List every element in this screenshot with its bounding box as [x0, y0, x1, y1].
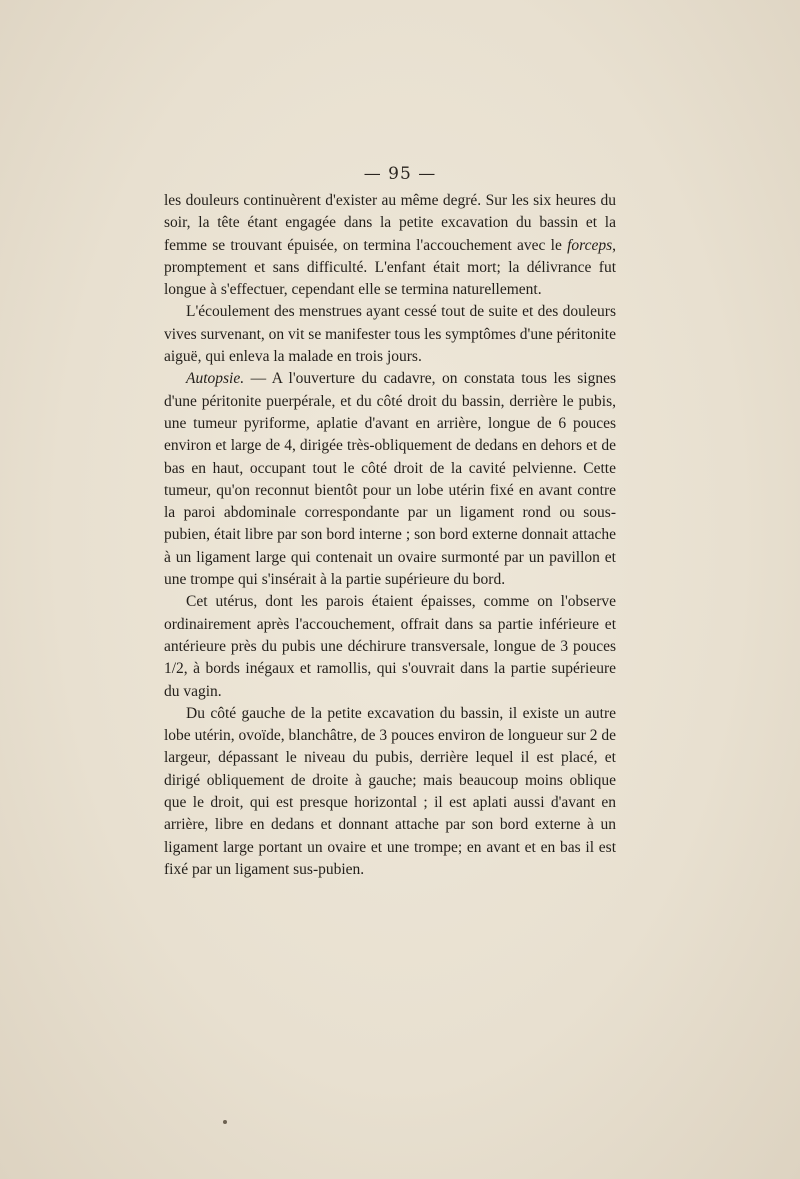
ink-spot — [223, 1120, 227, 1124]
paragraph-1-italic: forceps — [567, 236, 613, 254]
page-number: — 95 — — [363, 164, 437, 184]
paragraph-1 — [164, 190, 616, 301]
paragraph-1-rest: , promptement et sans difficulté. L'enfant était mort; la délivrance fut longue à s'effectuer, cependant elle se termina naturellement. — [164, 236, 616, 299]
paragraph-1-text: les douleurs continuèrent d'exister au même degré. Sur les six heures du soir, la tête étant engagée dans la petite excavation du bassin et la femme se trouvant épuisée, on termina l'accouchement avec le — [164, 192, 616, 254]
paragraph-3-text: — A l'ouverture du cadavre, on constata tous les signes d'une péritonite puerpérale, et du côté droit du bassin, derrière le pubis, une tumeur pyriforme, aplatie d'avant en arrière, longue de 6 pouces environ et large de 4, dirigée très-obliquement de dedans en dehors et de bas en haut, occupant tout le côté droit de la cavité pelvienne. Cette tumeur, qu'on reconnut bientôt pour un lobe utérin fixé en avant contre la paroi abdominale correspondante par un ligament rond ou sous-pubien, était libre par son bord interne ; son bord externe donnait attache à un ligament large qui contenait un ovaire surmonté par un pavillon et une trompe qui s'insérait à la partie supérieure du bord. — [164, 370, 616, 589]
paragraph-3-heading: Autopsie. — [186, 370, 245, 388]
paragraph-4: Cet utérus, dont les parois étaient épaisses, comme on l'observe ordinairement après l'accouchement, offrait dans sa partie inférieure et antérieure près du pubis une déchirure transversale, longue de 3 pouces 1/2, à bords inégaux et ramollis, qui s'ouvrait dans la partie supérieure du vagin. — [164, 593, 616, 700]
paragraph-5: Du côté gauche de la petite excavation du bassin, il existe un autre lobe utérin, ovoïde, blanchâtre, de 3 pouces environ de longueur sur 2 de largeur, dépassant le niveau du pubis, derrière lequel il est placé, et dirigé obliquement de droite à gauche; mais beaucoup moins oblique que le droit, qui est presque horizontal ; il est aplati aussi d'avant en arrière, libre en dedans et donnant attache par son bord externe à un ligament large portant un ovaire et une trompe; en avant et en bas il est fixé par un ligament sus-pubien. — [164, 704, 616, 878]
paragraph-2: L'écoulement des menstrues ayant cessé tout de suite et des douleurs vives survenant, on vit se manifester tous les symptômes d'une péritonite aiguë, qui enleva la malade en trois jours. — [164, 303, 616, 366]
body-text — [164, 190, 616, 881]
paragraph-3 — [164, 368, 616, 591]
